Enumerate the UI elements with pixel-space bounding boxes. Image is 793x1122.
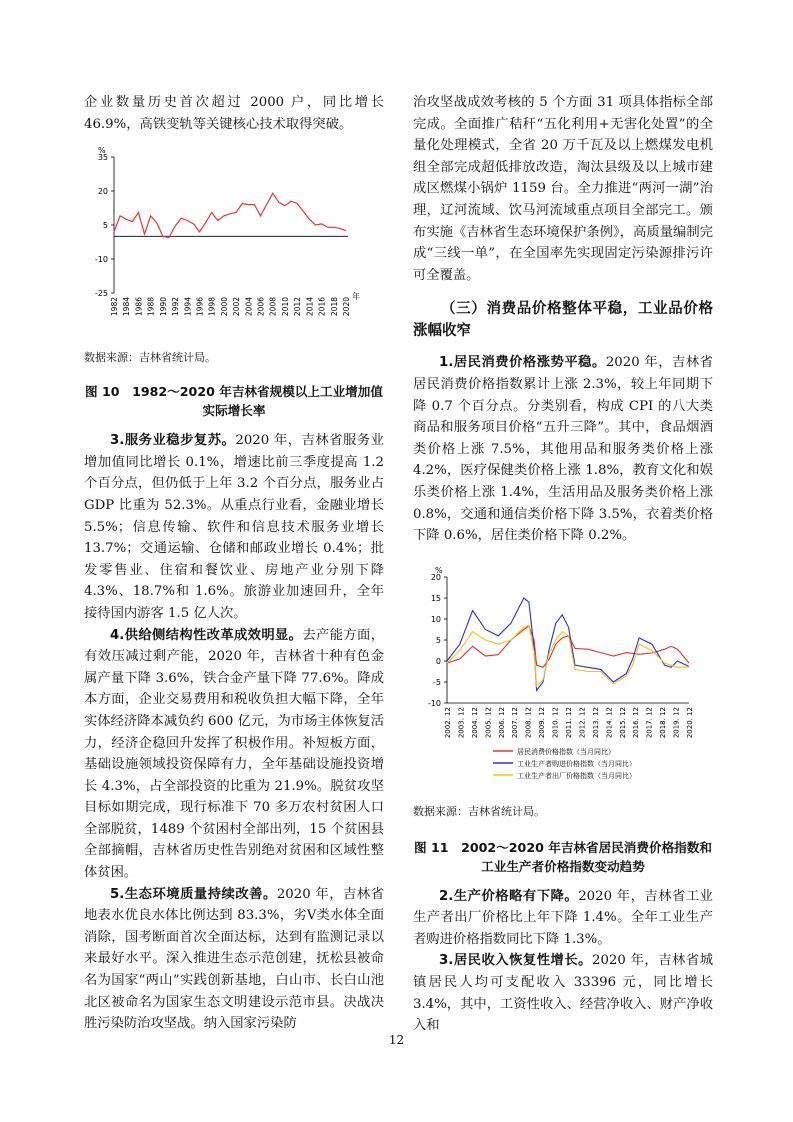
x-tick-label: 2002 (232, 297, 242, 317)
paragraph-supply-side (84, 625, 384, 884)
x-tick-label: 2020. 12 (686, 706, 694, 738)
x-tick-label: 2010. 12 (551, 706, 560, 738)
y-tick-label: -10 (94, 255, 108, 265)
intro-paragraph: 企业数量历史首次超过 2000 户，同比增长 46.9%，高铁变轨等关键核心技术取得突破。 (84, 95, 384, 132)
x-tick-label: 2008. 12 (524, 706, 533, 738)
paragraph-supply-side-lead: 4.供给侧结构性改革成效明显。 (110, 627, 303, 643)
x-tick-label: 2002. 12 (444, 706, 452, 738)
figure-11-caption: 图 11 2002～2020 年吉林省居民消费价格指数和工业生产者价格指数变动趋势 (414, 839, 712, 874)
y-tick-label: 15 (430, 593, 441, 603)
series-line-industrial-growth (114, 193, 346, 237)
figure-10-source: 数据来源：吉林省统计局。 (84, 351, 216, 365)
page-number: 12 (388, 1033, 405, 1047)
x-tick-label: 2014 (305, 297, 315, 317)
left-column (84, 92, 384, 1035)
x-tick-label: 1986 (134, 297, 144, 317)
x-tick-label: 2018. 12 (659, 706, 668, 738)
paragraph-ppi-lead: 2.生产价格略有下降。 (439, 888, 579, 904)
x-tick-label: 2013. 12 (591, 706, 600, 738)
figure-10-caption: 图 10 1982～2020 年吉林省规模以上工业增加值实际增长率 (85, 384, 383, 419)
x-tick-label: 2009. 12 (538, 706, 547, 738)
x-tick-label: 1982 (110, 297, 119, 317)
paragraph-ecology-lead: 5.生态环境质量持续改善。 (110, 886, 277, 902)
y-tick-label: 20 (430, 572, 441, 582)
series-line-2 (447, 598, 689, 690)
x-tick-label: 2004 (244, 297, 254, 317)
y-tick-label: -10 (427, 698, 441, 708)
paragraph-cpi (413, 352, 713, 546)
paragraph-services-text: 2020 年，吉林省服务业增加值同比增长 0.1%，增速比前三季度提高 1.2 个百分点，但仍低于上年 3.2 个百分点，服务业占 GDP 比重为 52.3%。从重点行业看，金融业增长 5.5%；信息传输、软件和信息技术服务业增长 13.7%；交通运输、仓储和邮政业增长 0.4%；批发零售业、住宿和餐饮业、房地产业分别下降 4.3%、18.7%和 1.6%。旅游业加速回升，全年接待国内游客 1.5 亿人次。 (84, 433, 384, 621)
x-tick-label: 1996 (195, 297, 205, 317)
x-tick-label: 2012. 12 (578, 706, 587, 738)
x-tick-label: 2015. 12 (618, 706, 627, 738)
paragraph-ecology (84, 884, 384, 1035)
chart-industrial-growth (84, 143, 384, 338)
x-tick-label: 2016 (317, 297, 327, 317)
paragraph-income-text: 2020 年，吉林省城镇居民人均可支配收入 33396 元，同比增长 3.4%，其中，工资性收入、经营净收入、财产净收入和 (413, 953, 713, 1034)
x-tick-label: 1990 (158, 297, 168, 317)
figure-11-source: 数据来源：吉林省统计局。 (413, 804, 545, 818)
x-tick-label: 2006 (256, 297, 266, 317)
continued-paragraph: 治攻坚战成效考核的 5 个方面 31 项具体指标全部完成。全面推广秸秆“五化利用+无害化处置”的全量化处理模式，全省 20 万千瓦及以上燃煤发电机组全部完成超低排放改造，淘汰县级及以上城市建成区燃煤小锅炉 1159 台。全力推进“两河一湖”治理，辽河流域、饮马河流域重点项目全部完工。颁布实施《吉林省生态环境保护条例》，高质量编制完成“三线一单”，在全国率先实现固定污染源排污许可全覆盖。 (413, 95, 713, 283)
x-tick-label: 2019. 12 (672, 706, 681, 738)
chart-price-indices (413, 561, 713, 796)
paragraph-services-lead: 3.服务业稳步复苏。 (110, 433, 236, 449)
x-axis-unit: 年 (352, 292, 360, 302)
paragraph-ppi (413, 886, 713, 951)
y-tick-label: 10 (430, 614, 441, 624)
series-line-3 (447, 625, 689, 686)
y-tick-label: -25 (94, 289, 108, 299)
paragraph-ecology-text: 2020 年，吉林省地表水优良水体比例达到 83.3%，劣Ⅴ类水体全面消除，国考断面首次全面达标，达到有监测记录以来最好水平。深入推进生态示范创建，抚松县被命名为国家“两山”实践创新基地，白山市、长白山池北区被命名为国家生态文明建设示范市县。决战决胜污染防治攻坚战。纳入国家污染防 (84, 886, 384, 1032)
y-tick-label: 35 (97, 153, 108, 163)
x-tick-label: 2017. 12 (645, 706, 654, 738)
x-tick-label: 2020 (342, 297, 351, 317)
y-tick-label: 20 (97, 187, 108, 197)
paragraph-supply-side-text: 去产能方面，有效压减过剩产能，2020 年，吉林省十种有色金属产量下降 3.6%，铁合金产量下降 77.6%。降成本方面，企业交易费用和税收负担大幅下降，全年实体经济降本减负约 600 亿元，为市场主体恢复活力，经济企稳回升发挥了积极作用。补短板方面，基础设施领域投资保障有力，全年基础设施投资增长 4.3%，占全部投资的比重为 21.9%。脱贫攻坚目标如期完成，现行标准下 70 多万农村贫困人口全部脱贫，1489 个贫困村全部出列，15 个贫困县全部摘帽，吉林省历史性告别绝对贫困和区域性整体贫困。 (84, 627, 384, 881)
figure-11 (413, 561, 713, 796)
x-tick-label: 2006. 12 (497, 706, 506, 738)
x-tick-label: 2008 (268, 297, 278, 317)
y-axis-unit: % (435, 565, 443, 575)
x-tick-label: 2012 (293, 297, 303, 317)
x-tick-label: 2011. 12 (565, 706, 573, 738)
x-tick-label: 2003. 12 (457, 706, 466, 738)
series-line-1 (447, 626, 689, 667)
x-tick-label: 1988 (146, 297, 156, 317)
x-tick-label: 2014. 12 (605, 706, 614, 738)
y-tick-label: 5 (435, 635, 441, 645)
y-tick-label: -5 (433, 677, 441, 687)
legend-label-2: 工业生产者购进价格指数（当月同比） (517, 759, 636, 768)
paragraph-income (413, 950, 713, 1036)
x-tick-label: 1994 (183, 297, 193, 317)
paragraph-ppi-text: 2020 年，吉林省工业生产者出厂价格比上年下降 1.4%。全年工业生产者购进价格指数同比下降 1.3%。 (413, 888, 713, 947)
paragraph-income-lead: 3.居民收入恢复性增长。 (439, 953, 593, 969)
paragraph-services (84, 430, 384, 624)
section-title: （三）消费品价格整体平稳，工业品价格涨幅收窄 (413, 301, 713, 340)
x-tick-label: 2004. 12 (470, 706, 479, 738)
x-tick-label: 2010 (280, 297, 290, 317)
paragraph-cpi-lead: 1.居民消费价格涨势平稳。 (439, 355, 606, 371)
x-tick-label: 2007. 12 (511, 706, 520, 738)
x-tick-label: 1984 (122, 297, 132, 317)
y-tick-label: 5 (102, 221, 108, 231)
x-tick-label: 2018 (329, 297, 339, 317)
figure-10 (84, 143, 384, 338)
legend-label-3: 工业生产者出厂价格指数（当月同比） (517, 771, 636, 780)
x-tick-label: 2016. 12 (632, 706, 641, 738)
x-tick-label: 2005. 12 (484, 706, 493, 738)
y-tick-label: 0 (435, 656, 441, 666)
paragraph-cpi-text: 2020 年，吉林省居民消费价格指数累计上涨 2.3%，较上年同期下降 0.7 个百分点。分类别看，构成 CPI 的八大类商品和服务项目价格“五升三降”。其中，食品烟酒类价格上涨 7.5%，其他用品和服务类价格上涨 4.2%，医疗保健类价格上涨 1.8%，教育文化和娱乐类价格上涨 1.4%，生活用品及服务类价格上涨 0.8%，交通和通信类价格下降 3.5%，衣着类价格下降 0.6%，居住类价格下降 0.2%。 (413, 355, 713, 544)
legend-label-1: 居民消费价格指数（当月同比） (517, 747, 615, 756)
x-tick-label: 1992 (171, 297, 181, 317)
x-tick-label: 1998 (207, 297, 217, 317)
right-column (413, 92, 713, 1037)
x-tick-label: 2000 (219, 297, 229, 317)
y-axis-unit: % (98, 146, 106, 156)
